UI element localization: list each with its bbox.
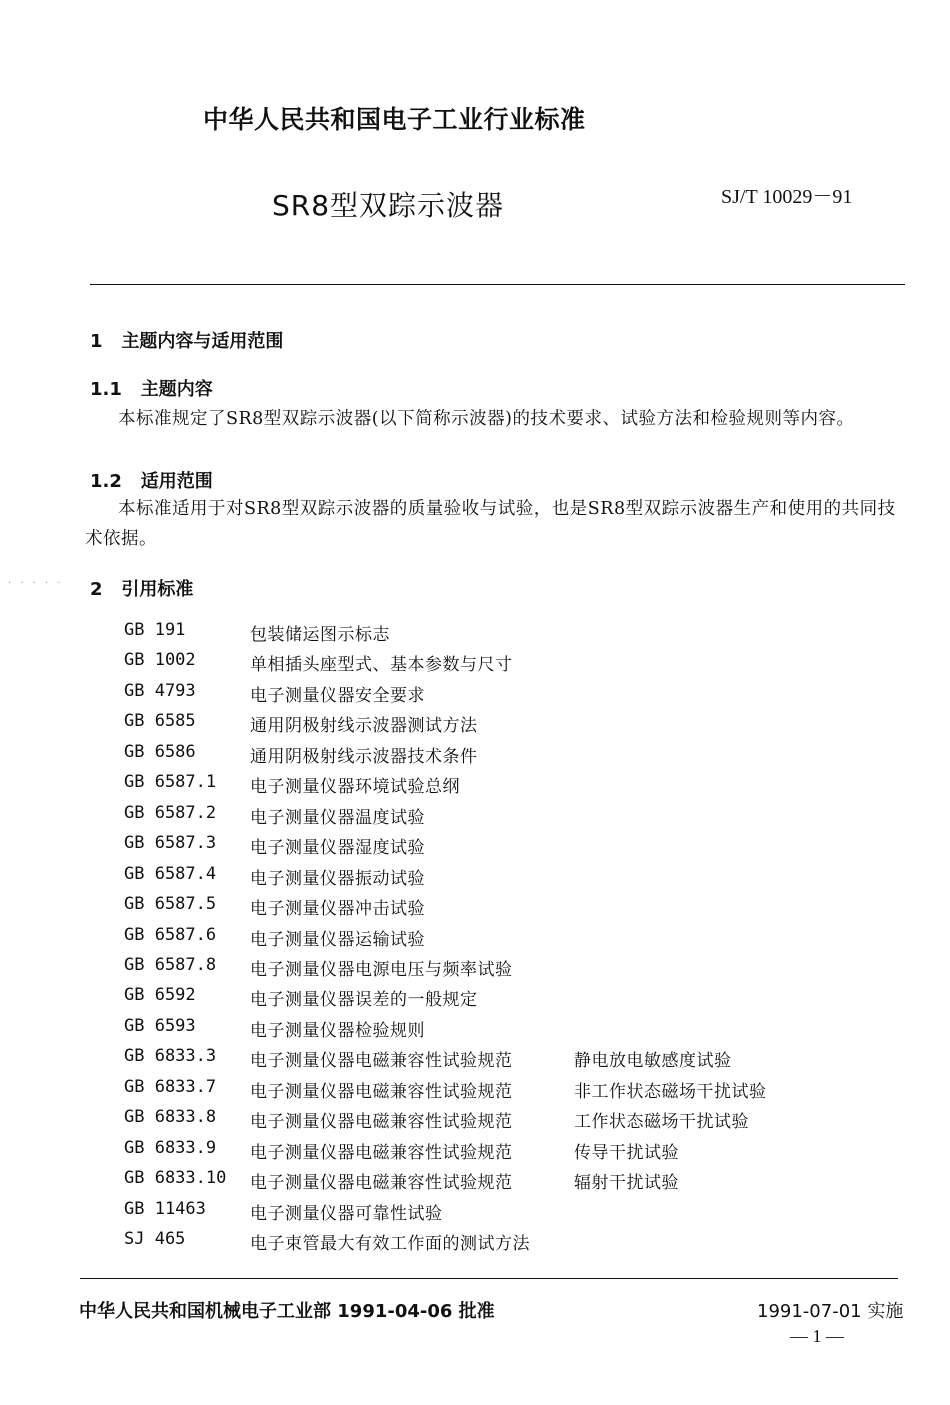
standard-number: SJ/T 10029－91 — [721, 186, 853, 208]
footer-divider — [80, 1278, 898, 1279]
reference-code: GB 6833.8 — [124, 1107, 217, 1127]
reference-row — [124, 803, 824, 833]
reference-row — [124, 711, 824, 741]
reference-title: 电子测量仪器振动试验 — [250, 869, 425, 889]
page-number: — 1 — — [790, 1326, 844, 1346]
reference-row — [124, 1138, 824, 1168]
reference-row — [124, 650, 824, 680]
reference-row — [124, 681, 824, 711]
reference-subtitle: 非工作状态磁场干扰试验 — [574, 1082, 767, 1102]
reference-title: 电子测量仪器环境试验总纲 — [250, 777, 460, 797]
reference-row — [124, 620, 824, 650]
section-1-1-heading — [90, 375, 213, 401]
reference-row — [124, 833, 824, 863]
reference-code: GB 6833.7 — [124, 1077, 217, 1097]
reference-code: GB 6833.10 — [124, 1168, 227, 1188]
reference-title: 通用阴极射线示波器技术条件 — [250, 747, 478, 767]
effective-date: 1991-07-01 实施 — [757, 1301, 904, 1322]
reference-title: 电子测量仪器湿度试验 — [250, 838, 425, 858]
reference-code: GB 6593 — [124, 1016, 196, 1036]
section-number: 1.1 — [90, 379, 122, 400]
section-title: 主题内容与适用范围 — [121, 331, 284, 352]
reference-code: SJ 465 — [124, 1229, 186, 1249]
reference-title: 电子测量仪器电源电压与频率试验 — [250, 960, 513, 980]
reference-subtitle: 辐射干扰试验 — [574, 1173, 679, 1193]
reference-code: GB 6587.4 — [124, 864, 217, 884]
reference-code: GB 4793 — [124, 681, 196, 701]
reference-code: GB 11463 — [124, 1199, 206, 1219]
reference-row — [124, 1168, 824, 1198]
reference-row — [124, 955, 824, 985]
reference-title: 电子测量仪器电磁兼容性试验规范 — [250, 1112, 513, 1132]
reference-title: 电子测量仪器电磁兼容性试验规范 — [250, 1051, 513, 1071]
reference-subtitle: 工作状态磁场干扰试验 — [574, 1112, 749, 1132]
reference-code: GB 6587.8 — [124, 955, 217, 975]
reference-code: GB 6833.3 — [124, 1046, 217, 1066]
reference-code: GB 6592 — [124, 985, 196, 1005]
section-number: 1.2 — [90, 471, 122, 492]
section-1-2-body: 本标准适用于对SR8型双踪示波器的质量验收与试验，也是SR8型双踪示波器生产和使用的共同技术依据。 — [85, 499, 896, 549]
reference-title: 电子测量仪器温度试验 — [250, 808, 425, 828]
section-2-heading — [90, 575, 193, 601]
section-1-2-heading — [90, 467, 213, 493]
reference-row — [124, 894, 824, 924]
section-title: 适用范围 — [140, 471, 213, 492]
reference-row — [124, 985, 824, 1015]
agency-title: 中华人民共和国电子工业行业标准 — [203, 105, 586, 134]
reference-code: GB 6587.5 — [124, 894, 217, 914]
reference-title: 电子测量仪器运输试验 — [250, 930, 425, 950]
reference-row — [124, 1077, 824, 1107]
reference-title: 电子测量仪器检验规则 — [250, 1021, 425, 1041]
reference-row — [124, 925, 824, 955]
reference-row — [124, 772, 824, 802]
reference-row — [124, 1229, 824, 1259]
approval-note: 中华人民共和国机械电子工业部 1991-04-06 批准 — [79, 1301, 495, 1322]
reference-subtitle: 传导干扰试验 — [574, 1143, 679, 1163]
reference-title: 电子测量仪器误差的一般规定 — [250, 990, 478, 1010]
reference-title: 电子测量仪器安全要求 — [250, 686, 425, 706]
reference-row — [124, 1107, 824, 1137]
reference-title: 电子测量仪器电磁兼容性试验规范 — [250, 1173, 513, 1193]
reference-row — [124, 742, 824, 772]
reference-code: GB 6585 — [124, 711, 196, 731]
reference-title: 电子测量仪器电磁兼容性试验规范 — [250, 1082, 513, 1102]
reference-code: GB 6587.6 — [124, 925, 217, 945]
section-title: 主题内容 — [140, 379, 213, 400]
header-divider — [90, 284, 905, 285]
reference-code: GB 6833.9 — [124, 1138, 217, 1158]
reference-title: 电子测量仪器冲击试验 — [250, 899, 425, 919]
reference-title: 电子束管最大有效工作面的测试方法 — [250, 1234, 530, 1254]
reference-row — [124, 1046, 824, 1076]
document-title: SR8型双踪示波器 — [272, 189, 505, 222]
section-title: 引用标准 — [121, 579, 194, 600]
reference-title: 包装储运图示标志 — [250, 625, 390, 645]
reference-code: GB 1002 — [124, 650, 196, 670]
reference-title: 电子测量仪器电磁兼容性试验规范 — [250, 1143, 513, 1163]
reference-code: GB 191 — [124, 620, 186, 640]
reference-code: GB 6586 — [124, 742, 196, 762]
scan-dots: · · · · · — [8, 578, 64, 589]
reference-code: GB 6587.2 — [124, 803, 217, 823]
reference-code: GB 6587.1 — [124, 772, 217, 792]
section-number: 1 — [90, 331, 103, 352]
reference-title: 通用阴极射线示波器测试方法 — [250, 716, 478, 736]
section-1-heading — [90, 327, 283, 353]
reference-code: GB 6587.3 — [124, 833, 217, 853]
reference-row — [124, 864, 824, 894]
reference-row — [124, 1199, 824, 1229]
section-1-1-body: 本标准规定了SR8型双踪示波器(以下简称示波器)的技术要求、试验方法和检验规则等内容。 — [118, 409, 855, 429]
reference-subtitle: 静电放电敏感度试验 — [574, 1051, 732, 1071]
section-number: 2 — [90, 579, 103, 600]
reference-title: 电子测量仪器可靠性试验 — [250, 1204, 443, 1224]
reference-row — [124, 1016, 824, 1046]
reference-title: 单相插头座型式、基本参数与尺寸 — [250, 655, 513, 675]
